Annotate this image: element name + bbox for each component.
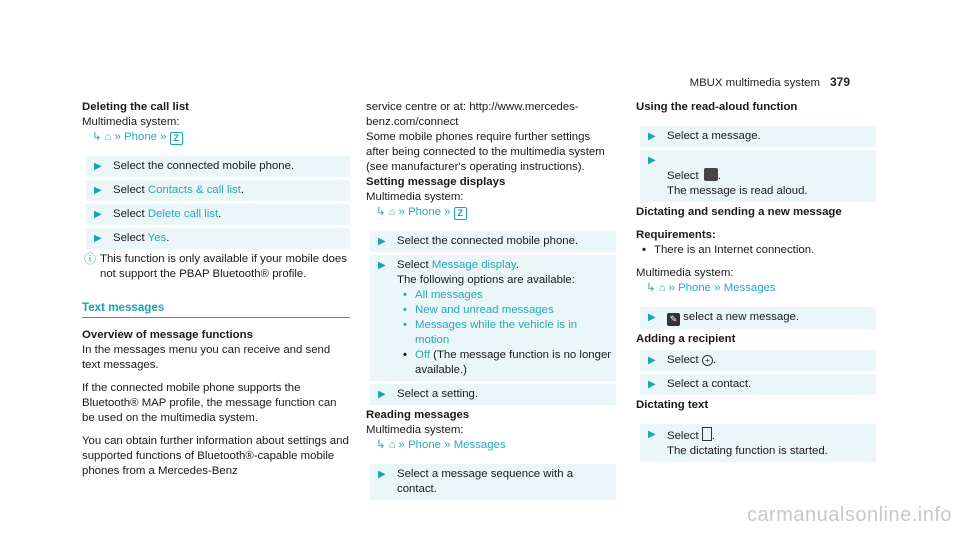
step-arrow-icon: ▶	[378, 469, 386, 480]
step-select-phone	[370, 231, 616, 252]
step-text: Select a message.	[667, 130, 761, 142]
step-arrow-icon: ▶	[378, 260, 386, 271]
section-title: Text messages	[82, 300, 350, 318]
step-text: Select	[113, 184, 145, 196]
step-text: Select	[667, 354, 699, 366]
return-arrow-icon: ↳	[376, 439, 386, 451]
step-text: The message is read aloud.	[667, 185, 808, 197]
return-arrow-icon: ↳	[376, 206, 386, 218]
dictating-heading: Dictating and sending a new message	[636, 206, 842, 218]
settings-icon: Z	[454, 207, 467, 220]
step-text: Select	[667, 430, 699, 442]
nav-messages: Messages	[723, 282, 776, 294]
step-dictate: ▶ Select . The dictating function is started.	[640, 424, 876, 462]
column-2	[366, 100, 616, 503]
chevron-icon: »	[444, 206, 451, 218]
chevron-icon: »	[444, 439, 451, 451]
nav-phone: Phone	[678, 282, 711, 294]
deleting-call-list-heading: Deleting the call list	[82, 101, 189, 113]
settings-icon: Z	[170, 132, 183, 145]
step-contacts: ▶ Select Contacts & call list.	[86, 180, 350, 201]
nav-path	[366, 205, 616, 220]
yes-link: Yes	[147, 232, 167, 244]
requirement-item: • There is an Internet connection.	[642, 244, 815, 256]
nav-phone: Phone	[408, 206, 441, 218]
step-select-message	[640, 126, 876, 147]
multimedia-label: Multimedia system:	[82, 116, 180, 128]
step-arrow-icon: ▶	[648, 312, 656, 323]
option-item: • New and unread messages	[403, 304, 554, 316]
nav-path	[366, 438, 616, 453]
home-icon: ⌂	[388, 206, 396, 218]
chevron-icon: »	[714, 282, 721, 294]
home-icon: ⌂	[388, 439, 396, 451]
nav-phone: Phone	[124, 131, 157, 143]
step-arrow-icon: ▶	[648, 429, 656, 440]
paragraph: Some mobile phones require further settings after being connected to the multimedia system (see manufacturer's operating instructions).	[366, 131, 605, 173]
multimedia-label: Multimedia system:	[636, 267, 734, 279]
paragraph: service centre or at: http://www.mercedes-benz.com/connect	[366, 101, 579, 128]
step-message-display: ▶ Select Message display. The following options are available: • All messages • New and unread messages • Messages while the vehicle is in motion • Off (The message function is no longer available.)	[370, 255, 616, 381]
step-select-phone	[86, 156, 350, 177]
step-text: The dictating function is started.	[667, 445, 828, 457]
return-arrow-icon: ↳	[646, 282, 656, 294]
home-icon: ⌂	[104, 131, 112, 143]
step-arrow-icon: ▶	[94, 185, 102, 196]
step-arrow-icon: ▶	[648, 379, 656, 390]
nav-phone: Phone	[408, 439, 441, 451]
overview-heading: Overview of message functions	[82, 329, 253, 341]
step-text: select a new message.	[683, 311, 800, 323]
chevron-icon: »	[398, 206, 405, 218]
contacts-call-list-link: Contacts & call list	[147, 184, 241, 196]
step-text: Select	[113, 232, 145, 244]
step-delete: ▶ Select Delete call list.	[86, 204, 350, 225]
step-text: Select a setting.	[397, 388, 479, 400]
overview-paragraph: You can obtain further information about settings and supported functions of Bluetooth®-capable mobile phones from a Mercedes-Benz	[82, 435, 349, 477]
plus-circle-icon: +	[702, 355, 713, 366]
step-message-sequence	[370, 464, 616, 500]
speaker-icon	[704, 168, 718, 181]
overview-paragraph: If the connected mobile phone supports the Bluetooth® MAP profile, the message function can be used on the multimedia system.	[82, 382, 337, 424]
watermark: carmanualsonline.info	[746, 504, 952, 526]
nav-messages: Messages	[453, 439, 506, 451]
pen-icon: ✎	[667, 313, 680, 326]
multimedia-label: Multimedia system:	[366, 424, 464, 436]
step-text: Select	[113, 208, 145, 220]
multimedia-label: Multimedia system:	[366, 191, 464, 203]
option-item: • Off (The message function is no longer available.)	[403, 349, 612, 376]
requirements-heading: Requirements:	[636, 229, 716, 241]
message-display-link: Message display	[431, 259, 516, 271]
step-add-recipient: ▶ Select + .	[640, 350, 876, 371]
microphone-icon	[702, 427, 712, 441]
step-select-contact	[640, 374, 876, 395]
page-number: 379	[829, 75, 850, 89]
step-arrow-icon: ▶	[94, 161, 102, 172]
step-select-setting	[370, 384, 616, 405]
step-text: Select the connected mobile phone.	[113, 160, 295, 172]
read-aloud-heading: Using the read-aloud function	[636, 101, 798, 113]
nav-path	[82, 130, 350, 145]
step-arrow-icon: ▶	[648, 355, 656, 366]
info-icon: ⓘ	[84, 252, 97, 266]
step-new-message	[640, 307, 876, 329]
step-arrow-icon: ▶	[378, 236, 386, 247]
chevron-icon: »	[668, 282, 675, 294]
page-header	[690, 75, 850, 89]
adding-recipient-heading: Adding a recipient	[636, 333, 736, 345]
step-text: Select	[667, 170, 699, 182]
column-1	[82, 100, 350, 479]
step-text: Select a contact.	[667, 378, 752, 390]
step-arrow-icon: ▶	[94, 233, 102, 244]
column-3	[636, 100, 876, 465]
step-text: Select	[397, 259, 429, 271]
options-intro: The following options are available:	[397, 274, 575, 286]
option-item: • Messages while the vehicle is in motion	[403, 319, 578, 346]
step-read-aloud: ▶ Select . The message is read aloud.	[640, 150, 876, 202]
dictating-text-heading: Dictating text	[636, 399, 709, 411]
step-arrow-icon: ▶	[378, 389, 386, 400]
header-title: MBUX multimedia system	[689, 77, 820, 89]
home-icon: ⌂	[658, 282, 666, 294]
info-note	[82, 252, 350, 282]
setting-displays-heading: Setting message displays	[366, 176, 506, 188]
step-arrow-icon: ▶	[94, 209, 102, 220]
overview-paragraph: In the messages menu you can receive and send text messages.	[82, 344, 331, 371]
delete-call-list-link: Delete call list	[147, 208, 219, 220]
step-arrow-icon: ▶	[648, 155, 656, 166]
step-yes: ▶ Select Yes.	[86, 228, 350, 249]
chevron-icon: »	[160, 131, 167, 143]
step-text: Select a message sequence with a contact.	[397, 468, 574, 495]
step-arrow-icon: ▶	[648, 131, 656, 142]
step-text: Select the connected mobile phone.	[397, 235, 579, 247]
return-arrow-icon: ↳	[92, 131, 102, 143]
reading-messages-heading: Reading messages	[366, 409, 470, 421]
nav-path	[636, 281, 876, 296]
chevron-icon: »	[398, 439, 405, 451]
note-text: This function is only available if your mobile does not support the PBAP Bluetooth® profile.	[100, 253, 347, 280]
option-item: • All messages	[403, 289, 483, 301]
chevron-icon: »	[114, 131, 121, 143]
